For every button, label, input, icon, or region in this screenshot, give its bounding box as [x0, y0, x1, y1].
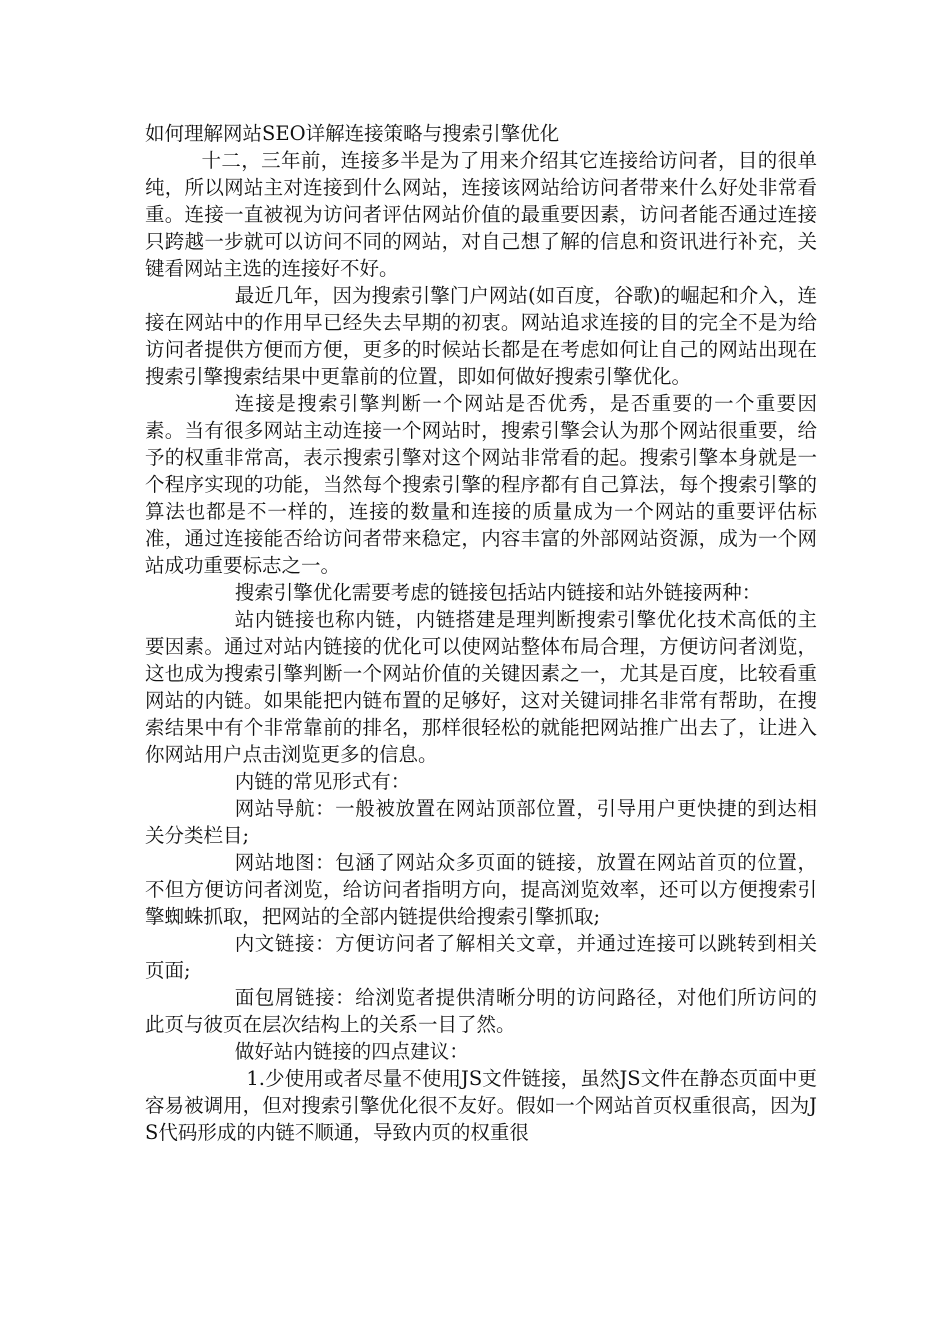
- paragraph: 连接是搜索引擎判断一个网站是否优秀，是否重要的一个重要因素。当有很多网站主动连接一个网站时，搜索引擎会认为那个网站很重要，给予的权重非常高，表示搜索引擎对这个网站非常看的起。搜索引擎本身就是一个程序实现的功能，当然每个搜索引擎的程序都有自己算法，每个搜索引擎的算法也都是不一样的，连接的数量和连接的质量成为一个网站的重要评估标准，通过连接能否给访问者带来稳定，内容丰富的外部网站资源，成为一个网站成功重要标志之一。: [145, 392, 817, 577]
- paragraph: 最近几年，因为搜索引擎门户网站(如百度，谷歌)的崛起和介入，连接在网站中的作用早已经失去早期的初衷。网站追求连接的目的完全不是为给访问者提供方便而方便，更多的时候站长都是在考虑如何让自己的网站出现在搜索引擎搜索结果中更靠前的位置，即如何做好搜索引擎优化。: [145, 284, 817, 388]
- paragraph: 十二，三年前，连接多半是为了用来介绍其它连接给访问者，目的很单纯，所以网站主对连接到什么网站，连接该网站给访问者带来什么好处非常看重。连接一直被视为访问者评估网站价值的最重要因素，访问者能否通过连接只跨越一步就可以访问不同的网站，对自己想了解的信息和资讯进行补充，关键看网站主选的连接好不好。: [145, 149, 817, 280]
- paragraph: 网站地图：包涵了网站众多页面的链接，放置在网站首页的位置，不但方便访问者浏览，给访问者指明方向，提高浏览效率，还可以方便搜索引擎蜘蛛抓取，把网站的全部内链提供给搜索引擎抓取;: [145, 851, 817, 928]
- paragraph: 网站导航：一般被放置在网站顶部位置，引导用户更快捷的到达相关分类栏目;: [145, 797, 817, 847]
- paragraph: 做好站内链接的四点建议：: [234, 1040, 469, 1063]
- paragraph: 内文链接：方便访问者了解相关文章，并通过连接可以跳转到相关页面;: [145, 932, 817, 982]
- paragraph: 1.少使用或者尽量不使用JS文件链接，虽然JS文件在静态页面中更容易被调用，但对搜索引擎优化很不友好。假如一个网站首页权重很高，因为JS代码形成的内链不顺通，导致内页的权重很: [145, 1067, 817, 1144]
- document-title: 如何理解网站SEO详解连接策略与搜索引擎优化: [145, 122, 560, 145]
- paragraph: 面包屑链接：给浏览者提供清晰分明的访问路径，对他们所访问的此页与彼页在层次结构上的关系一目了然。: [145, 986, 817, 1036]
- paragraph: 内链的常见形式有：: [234, 770, 411, 793]
- paragraph: 站内链接也称内链，内链搭建是理判断搜索引擎优化技术高低的主要因素。通过对站内链接的优化可以使网站整体布局合理，方便访问者浏览，这也成为搜索引擎判断一个网站价值的关键因素之一，尤其是百度，比较看重网站的内链。如果能把内链布置的足够好，这对关键词排名非常有帮助，在搜索结果中有个非常靠前的排名，那样很轻松的就能把网站推广出去了，让进入你网站用户点击浏览更多的信息。: [145, 608, 817, 766]
- paragraph: 搜索引擎优化需要考虑的链接包括站内链接和站外链接两种：: [234, 581, 762, 604]
- document-body: [145, 120, 817, 1146]
